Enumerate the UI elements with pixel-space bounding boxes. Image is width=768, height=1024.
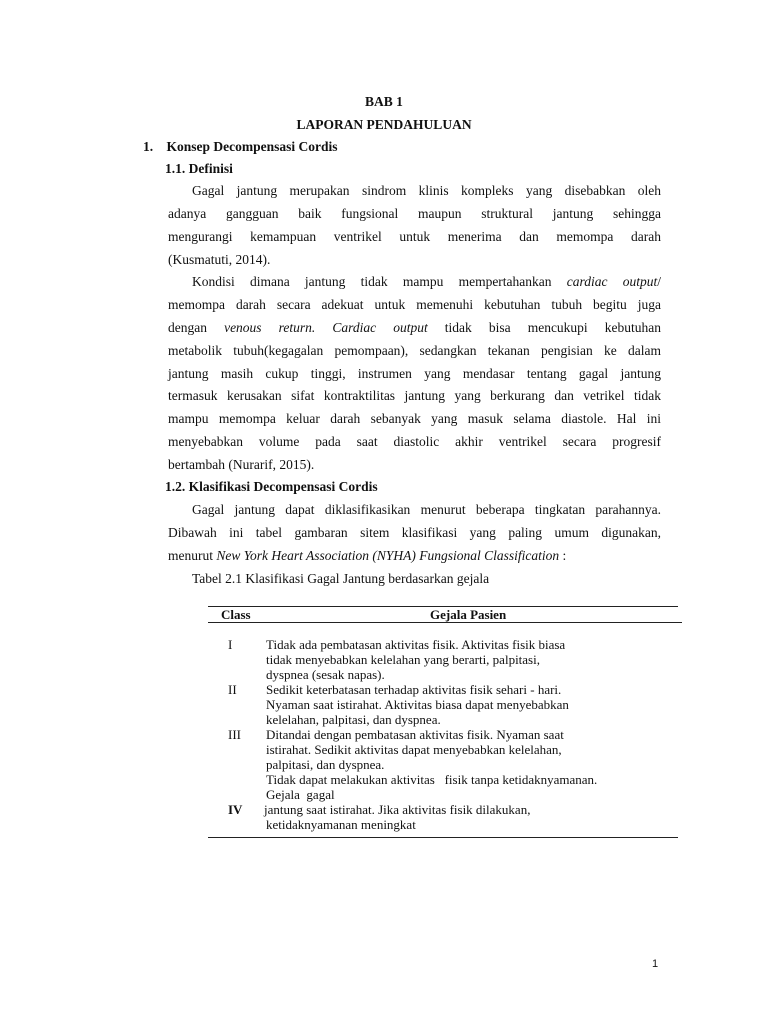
paragraph-line (168, 548, 566, 564)
paragraph-line: (Kusmatuti, 2014). (168, 252, 271, 267)
table-header-rule (208, 622, 682, 623)
paragraph-line: termasuk kerusakan sifat kontraktilitas jantung yang berkurang dan vetrikel tidak (168, 388, 661, 403)
table-header-symptoms: Gejala Pasien (430, 607, 507, 622)
text-run: Kondisi dimana jantung tidak mampu mempertahankan (192, 274, 567, 289)
italic-term: New York Heart Association (NYHA) Fungsional Classification (216, 548, 560, 563)
section-heading (143, 139, 338, 155)
table-cell-class: II (228, 682, 237, 697)
paragraph-line (168, 320, 661, 336)
table-cell-class: IV (228, 802, 243, 817)
paragraph-line: Gagal jantung dapat diklasifikasikan menurut beberapa tingkatan parahannya. (192, 502, 661, 517)
paragraph-line: Gagal jantung merupakan sindrom klinis kompleks yang disebabkan oleh (192, 183, 661, 198)
paragraph-line: jantung masih cukup tinggi, instrumen yang mendasar tentang gagal jantung (168, 366, 661, 381)
table-cell-symptom-line: tidak menyebabkan kelelahan yang berarti, palpitasi, (266, 652, 540, 667)
table-caption: Tabel 2.1 Klasifikasi Gagal Jantung berdasarkan gejala (192, 571, 490, 586)
text-run: tidak bisa mencukupi kebutuhan (427, 320, 661, 335)
paragraph-line: menyebabkan volume pada saat diastolic akhir ventrikel secara progresif (168, 434, 661, 449)
page-number: 1 (652, 958, 659, 970)
paragraph-line: Dibawah ini tabel gambaran sitem klasifikasi yang paling umum digunakan, (168, 525, 661, 540)
italic-term: cardiac output (566, 274, 658, 289)
text-run: : (559, 548, 567, 563)
table-cell-symptom-line: Tidak dapat melakukan aktivitas fisik tanpa ketidaknyamanan. (266, 772, 598, 787)
chapter-label: BAB 1 (365, 94, 403, 109)
paragraph-line: adanya gangguan baik fungsional maupun struktural jantung sehingga (168, 206, 661, 221)
section-number: 1. (143, 139, 154, 154)
italic-term: venous return. Cardiac output (224, 320, 428, 335)
paragraph-line: bertambah (Nurarif, 2015). (168, 457, 315, 472)
paragraph-line: mengurangi kemampuan ventrikel untuk menerima dan memompa darah (168, 229, 661, 244)
paragraph-line (192, 274, 661, 290)
table-cell-symptom-line: Ditandai dengan pembatasan aktivitas fisik. Nyaman saat (266, 727, 564, 742)
subsection-klasifikasi-heading: 1.2. Klasifikasi Decompensasi Cordis (165, 479, 378, 494)
table-cell-symptom-line: istirahat. Sedikit aktivitas dapat menyebabkan kelelahan, (266, 742, 562, 757)
table-cell-class: III (228, 727, 241, 742)
paragraph-line: memompa darah secara adekuat untuk memenuhi kebutuhan tubuh begitu juga (168, 297, 661, 312)
table-cell-symptom-line: Tidak ada pembatasan aktivitas fisik. Aktivitas fisik biasa (266, 637, 566, 652)
table-cell-class: I (228, 637, 233, 652)
table-bottom-rule (208, 837, 678, 838)
table-cell-symptom-line: palpitasi, dan dyspnea. (266, 757, 385, 772)
section-title: Konsep Decompensasi Cordis (166, 139, 338, 154)
table-cell-symptom-line: jantung saat istirahat. Jika aktivitas fisik dilakukan, (264, 802, 531, 817)
paragraph-line: metabolik tubuh(kegagalan pemompaan), sedangkan tekanan pengisian ke dalam (168, 343, 661, 358)
table-cell-symptom-line: Gejala gagal (266, 787, 335, 802)
text-run: dengan (168, 320, 225, 335)
table-cell-symptom-line: dyspnea (sesak napas). (266, 667, 385, 682)
text-run: menurut (168, 548, 217, 563)
subsection-definisi-heading: 1.1. Definisi (165, 161, 233, 176)
text-run: / (657, 274, 661, 289)
table-cell-symptom-line: ketidaknyamanan meningkat (266, 817, 416, 832)
table-header-class: Class (221, 607, 251, 622)
paragraph-line: mampu memompa keluar darah sebanyak yang masuk selama diastole. Hal ini (168, 411, 661, 426)
table-cell-symptom-line: Sedikit keterbatasan terhadap aktivitas fisik sehari - hari. (266, 682, 562, 697)
chapter-title: LAPORAN PENDAHULUAN (296, 117, 472, 132)
table-cell-symptom-line: Nyaman saat istirahat. Aktivitas biasa dapat menyebabkan (266, 697, 569, 712)
table-cell-symptom-line: kelelahan, palpitasi, dan dyspnea. (266, 712, 441, 727)
